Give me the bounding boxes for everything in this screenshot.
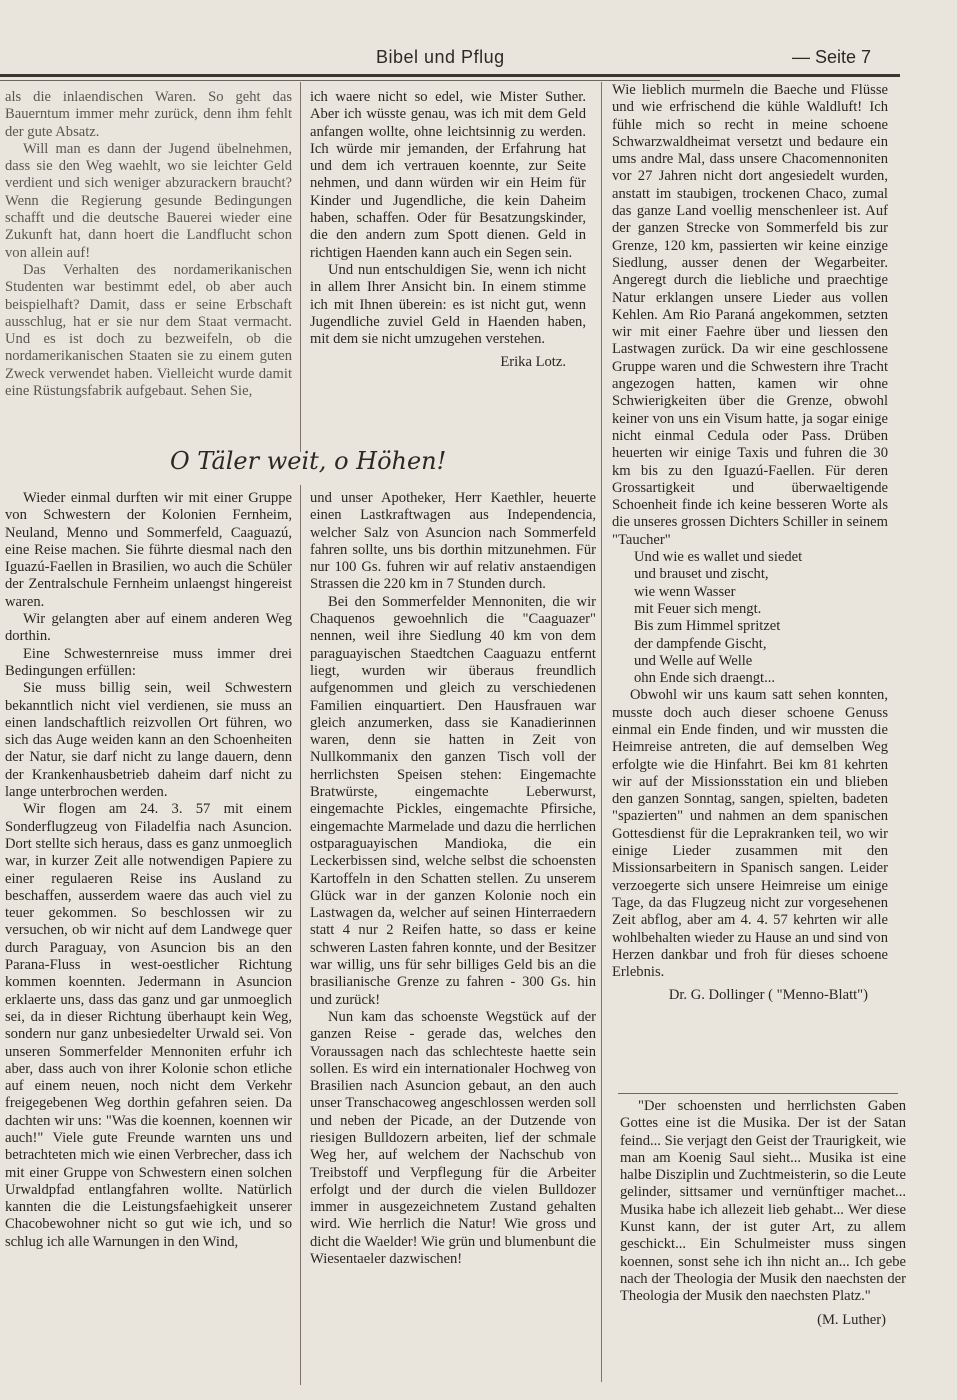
paragraph: ich waere nicht so edel, wie Mister Suther. Aber ich wüsste genau, was ich mit dem Geld anfangen wollte, ohne leichtsinnig zu werden. Ich würde mir jemanden, der Erfahrung hat und dem ich vertrauen koennte, zur Seite nehmen, und dann würden wir ein Heim für Kinder und Jugendliche, die kein Daheim haben, schaffen. Oder für Besatzungskinder, die den andern zum Spott dienen. Geld in richtigen Haenden kann auch ein Segen sein. <box>310 89 586 261</box>
column-2-article <box>310 490 596 1268</box>
column-divider <box>300 485 301 1385</box>
poem-line: Bis zum Himmel spritzet <box>634 618 781 635</box>
column-divider <box>300 82 301 452</box>
section-divider <box>618 1093 898 1094</box>
paragraph: als die inlaendischen Waren. So geht das Bauerntum immer mehr zurück, denn ihm fehlt der gute Absatz. <box>5 89 292 140</box>
header-rule <box>0 74 900 77</box>
poem-line: und brauset und zischt, <box>634 566 769 583</box>
paragraph: Wir gelangten aber auf einem anderen Weg dorthin. <box>5 611 292 645</box>
poem-line: mit Feuer sich mengt. <box>634 600 762 617</box>
paragraph: Bei den Sommerfelder Mennoniten, die wir Chaquenos gewoehnlich die "Caaguazer" nennen, weil ihre Siedlung 40 km von dem paraguayischen Staedtchen Caaguazu entfernt liegt, wurden wir überaus freundlich aufgenommen und gleich zu verschiedenen Familien einquartiert. Den Hausfrauen war gleich anzumerken, dass sie Kanadierinnen waren, denn sie hatten in Zeit von Nullkommanix den ganzen Tisch voll der herrlichsten Speisen stehen: Eingemachte Bratwürste, eingemachte Leberwurst, eingemachte Pickles, eingemachte Pfirsiche, eingemachte Marmelade und dazu die herrlichen ostparaguayischen Mandioka, die ein Leckerbissen sind, welche selbst die schoensten Kartoffeln in den Schatten stellen. Zu unserem Glück war in der ganzen Kolonie noch ein Lastwagen da, welcher auf seinen Hinterraedern statt 4 nur 2 Reifen hatte, so dass er keine schweren Lasten fahren konnte, und der Besitzer war willig, uns für sehr billiges Geld bis an die brasilianische Grenze zu fahren - 300 Gs. hin und zurück! <box>310 593 596 1008</box>
column-divider <box>601 82 602 1382</box>
poem-line: und Welle auf Welle <box>634 652 753 669</box>
header-subrule <box>0 80 720 81</box>
poem-line: wie wenn Wasser <box>634 583 736 600</box>
page-header-title: Bibel und Pflug <box>376 47 505 67</box>
column-1-article <box>5 490 292 1251</box>
quote-text: "Der schoensten und herrlichsten Gaben Gottes eine ist die Musika. Der ist der Satan feind... Sie verjagt den Geist der Traurigkeit, wie man am Koenig Saul sieht... Musika ist eine halbe Disziplin und Zuchtmeisterin, so die Leute gelinder, sittsamer und vernünftiger machet... Musika habe ich allezeit lieb gehabt... Wer diese Kunst kann, der ist guter Art, zu allem geschickt... Ein Schulmeister muss singen koennen, sonst sehe ich ihn nicht an... Ich gebe nach der Theologia der Musik den naechsten der Theologia der Musik den naechsten Platz." <box>620 1098 906 1305</box>
paragraph: Und nun entschuldigen Sie, wenn ich nicht in allem Ihrer Ansicht bin. In einem stimme ich mit Ihnen überein: es ist nicht gut, wenn Jugendliche zuviel Geld in Haenden haben, mit dem sie nicht umzugehen verstehen. <box>310 261 586 348</box>
paragraph: Wie lieblich murmeln die Baeche und Flüsse und wie erfrischend die kühle Waldluft! Ich fühle mich so recht in meine schoene Schwarzwaldheimat versetzt und bedaure ein ums andre Mal, dass unsere Chacomennoniten vor 27 Jahren nicht dort angesiedelt wurden, anstatt im staubigen, trockenen Chaco, zumal das ganze Land voellig menschenleer ist. Auf der ganzen Strecke von Sommerfeld bis zur Grenze, 120 km, passierten wir keine einzige Siedlung, ausser denen der Wegarbeiter. Angeregt durch die liebliche und praechtige Natur erklangen unsere Lieder aus vollen Kehlen. Am Rio Paraná angekommen, setzten wir mit einer Faehre über und liessen den Lastwagen zurück. Da wir eine geschlossene Gruppe waren und die Schwestern ihre Tracht angezogen hatten, kamen wir ohne Schwierigkeiten über die Grenze, obwohl keiner von uns ein Visum hatte, ja sogar einige nicht einmal Cedula oder Pass. Drüben heuerten wir einige Taxis und fuhren die 30 km bis zu den Iguazú-Faellen. Für deren Grossartigkeit und überwaeltigende Schoenheit finde ich keine besseren Worte als die unseres grossen Dichters Schiller in seinem "Taucher" <box>612 82 888 548</box>
paragraph: Das Verhalten des nordamerikanischen Studenten war bestimmt edel, ob aber auch beispielhaft? Damit, dass er seine Erbschaft ausschlug, hat er sie nur dem Staat vermacht. Und es ist doch zu bezweifeln, ob die nordamerikanischen Staaten sie zu einem guten Zweck verwendet haben. Vielleicht wurde damit eine Rüstungsfabrik aufgebaut. Sehen Sie, <box>5 261 292 400</box>
article-title: O Täler weit, o Höhen! <box>170 447 447 475</box>
paragraph: Sie muss billig sein, weil Schwestern bekanntlich nicht viel verdienen, sie muss an einen landschaftlich reizvollen Ort führen, wo sich das Auge weiden kann an den Schoenheiten der Natur, sie darf nicht zu lange dauern, denn der Krankenhausbetrieb daheim darf nicht zu lange unterbrochen werden. <box>5 680 292 801</box>
author-signature: Dr. G. Dollinger ( "Menno-Blatt") <box>668 987 868 1004</box>
paragraph: Obwohl wir uns kaum satt sehen konnten, musste doch auch dieser schoene Genuss einmal ein Ende finden, und wir mussten die Heimreise antreten, die auf demselben Weg erfolgte wie die Hinfahrt. Bei km 81 kehrten wir auf der Missionsstation ein und blieben den ganzen Sonntag, sangen, spielten, badeten "spazierten" und nahmen an dem spanischen Gottesdienst für die Leprakranken teil, wo wir einige Lieder zusammen mit den Missionsarbeitern in Spanisch sangen. Leider verzoegerte sich unsere Heimreise um einige Tage, da das Flugzeug nicht zur vorgesehenen Zeit abflog, aber am 4. 4. 57 kehrten wir alle wohlbehalten wieder zu Hause an und sind von Herzen dankbar und froh für dieses schoene Erlebnis. <box>612 687 888 981</box>
luther-quote <box>620 1098 906 1329</box>
paragraph: Eine Schwesternreise muss immer drei Bedingungen erfüllen: <box>5 645 292 679</box>
paragraph: Wieder einmal durften wir mit einer Gruppe von Schwestern der Kolonien Fernheim, Neuland, Menno und Sommerfeld, Caaguazú, eine Reise machen. Sie führte diesmal nach den Iguazú-Faellen in Brasilien, wo auch die Schüler der Zentralschule Fernheim unlaengst hingereist waren. <box>5 490 292 610</box>
poem-line: Und wie es wallet und siedet <box>634 549 803 566</box>
column-3 <box>612 82 888 1005</box>
paragraph: Will man es dann der Jugend übelnehmen, dass sie den Weg waehlt, wo sie leichter Geld verdient und sich weniger abzurackern braucht? Wenn die Regierung gesunde Bedingungen schafft und die deutsche Bauerei wieder eine Zukunft hat, dann hoert die Landflucht schon von allein auf! <box>5 140 292 261</box>
poem-line: der dampfende Gischt, <box>634 635 767 652</box>
paragraph: Wir flogen am 24. 3. 57 mit einem Sonderflugzeug von Filadelfia nach Asuncion. Dort stellte sich heraus, dass es ganz unmoeglich war, in kurzer Zeit alle notwendigen Papiere zu einer regulaeren Reise ins Ausland zu beschaffen, ausserdem waere das auch viel zu teuer gekommen. So beschlossen wir zu versuchen, ob wir nicht auf dem Landwege quer durch Paraguay, von Asuncion bis an den Parana-Fluss in west-oestlicher Richtung kommen koennten. Jedermann in Asuncion erklaerte uns, dass das ganz und gar unmoeglich sei, da in dieser Richtung überhaupt kein Weg, sondern nur ganz unbesiedelter Urwald sei. Von unseren Sommerfelder Mennoniten erfuhr ich aber, dass auch von ihrer Kolonie schon etliche auf einem neuen, noch nicht dem Verkehr freigegebenen Weg dorthin gefahren seien. Da dachten wir uns: "Was die koennen, koennen wir auch!" Viele gute Freunde warnten uns und betrachteten mich wie einen Verbrecher, dass ich mit einer Gruppe von Schwestern einen solchen Urwaldpfad entlangfahren wollte. Natürlich kannten die die Leistungsfaehigkeit unserer Chacobewohner nicht so gut wie ich, und so schlug ich alle Warnungen in den Wind, <box>5 801 292 1250</box>
paragraph: und unser Apotheker, Herr Kaethler, heuerte einen Lastkraftwagen aus Independencia, welcher Salz von Asuncion nach Sommerfeld fahren sollte, uns bis dorthin mitzunehmen. Für nur 100 Gs. fuhren wir auf relativ anstaendigen Strassen die 220 km in 7 Stunden durch. <box>310 490 596 593</box>
column-1-top <box>5 89 292 400</box>
quote-attribution: (M. Luther) <box>817 1311 886 1328</box>
paragraph: Nun kam das schoenste Wegstück auf der ganzen Reise - gerade das, welches den Voraussagen nach das schlechteste haette sein sollen. Es wird ein internationaler Hochweg von Brasilien nach Asuncion gebaut, an den auch unser Transchacoweg angeschlossen werden soll und neben der Picade, an der Dutzende von riesigen Bulldozern arbeiten, lief der schmale Weg her, auf welchem der Nachschub von Treibstoff und Verpflegung für die Arbeiter erfolgt und der durch die vielen Bulldozer immer in ausgezeichnetem Zustand gehalten wird. Wie herrlich die Natur! Wie gross und dicht die Waelder! Wie grün und blumenbunt die Wiesentaeler dazwischen! <box>310 1008 596 1268</box>
page-number: — Seite 7 <box>792 47 872 67</box>
author-signature: Erika Lotz. <box>500 354 566 371</box>
poem-line: ohn Ende sich draengt... <box>634 670 776 687</box>
column-2-top <box>310 89 586 372</box>
